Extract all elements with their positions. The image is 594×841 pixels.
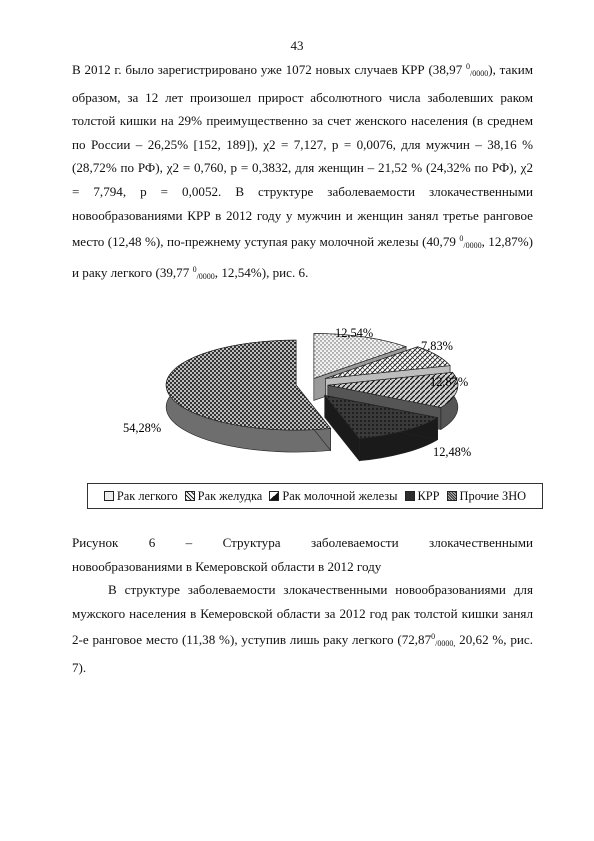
paragraph-2 (72, 578, 533, 679)
p2-sup: 0 (431, 632, 436, 642)
legend-swatch-breast (269, 491, 279, 501)
legend-swatch-crc (405, 491, 415, 501)
p1-mid1: ), таким образом, за 12 лет произошел прирост абсолютного числа заболевших раком толстой кишки на 29% преимущественно за счет женского населения (в среднем по России – 26,25% [152, 189]), (72, 62, 533, 152)
label-other: 54,28% (123, 421, 162, 435)
legend-item-lung (104, 489, 178, 504)
legend-label-breast: Рак молочной железы (282, 488, 398, 503)
caption-word-1: Рисунок (72, 535, 119, 550)
label-stomach: 7,83% (421, 339, 454, 353)
p1-chi2: χ2 = 0,760, p = 0,3832, для женщин – 21,52 % (24,32% по РФ), (166, 160, 521, 176)
legend-item-breast (269, 489, 397, 504)
p1-mid2: , 12,87%) и раку легкого (39,77 (72, 234, 533, 280)
legend-swatch-lung (104, 491, 114, 501)
caption-word-3: – (185, 535, 193, 550)
p1-chi3: χ2 = 7,794, p = 0,0052. В структуре заболеваемости злокачественными новообразованиями КРР в 2012 году у мужчин и женщин занял третье ранговое место (12,48 %), по-прежнему уступая раку молочной железы (40,79 (72, 160, 534, 250)
p1-sub1: /0000 (470, 69, 489, 78)
legend-label-lung: Рак легкого (116, 488, 178, 503)
label-breast: 12,87% (430, 375, 469, 389)
figure-caption (72, 531, 533, 578)
caption-line-1 (72, 531, 533, 555)
caption-word-4: Структура (222, 535, 281, 550)
legend-item-stomach (185, 489, 263, 504)
p1-sub2: /0000 (463, 241, 482, 251)
p1-end: , 12,54%), рис. 6. (214, 264, 309, 280)
chart-legend (87, 483, 543, 509)
legend-label-crc: КРР (417, 488, 440, 503)
p1-sup3: 0 (192, 264, 197, 274)
p1-intro: В 2012 г. было зарегистрировано уже 1072 новых случаев КРР (38,97 (72, 62, 467, 77)
legend-item-crc (405, 489, 440, 504)
caption-line-2: новообразованиями в Кемеровской области в 2012 году (72, 558, 382, 574)
label-lung: 12,54% (335, 326, 374, 340)
p1-chi1: χ2 = 7,127, p = 0,0076, для мужчин – 38,16 % (28,72% по РФ), (72, 136, 533, 176)
p2-text: В структуре заболеваемости злокачественными новообразованиями для мужского населения в Кемеровской области за 2012 год рак толстой кишки занял 2-е ранговое место (11,38 %), уступив лишь раку легкого (72,87 (72, 582, 533, 648)
p1-sup2: 0 (459, 234, 464, 244)
p1-sup1: 0 (466, 62, 471, 71)
pie-slices (166, 333, 458, 460)
caption-word-6: злокачественными (429, 535, 533, 550)
legend-label-stomach: Рак желудка (197, 488, 263, 503)
caption-word-2: 6 (148, 535, 156, 550)
legend-item-other (447, 489, 527, 504)
legend-label-other: Прочие ЗНО (459, 488, 527, 503)
legend-swatch-stomach (185, 491, 195, 501)
legend-swatch-other (447, 491, 457, 501)
page-number: 43 (290, 38, 304, 53)
caption-word-5: заболеваемости (310, 535, 399, 550)
paragraph-1 (72, 55, 533, 288)
p2-end: 20,62 %, рис. 7). (72, 632, 533, 675)
label-crc: 12,48% (433, 445, 472, 459)
pie-chart (0, 318, 594, 483)
p2-sub: /0000, (435, 639, 456, 649)
p1-sub3: /0000 (196, 271, 215, 281)
